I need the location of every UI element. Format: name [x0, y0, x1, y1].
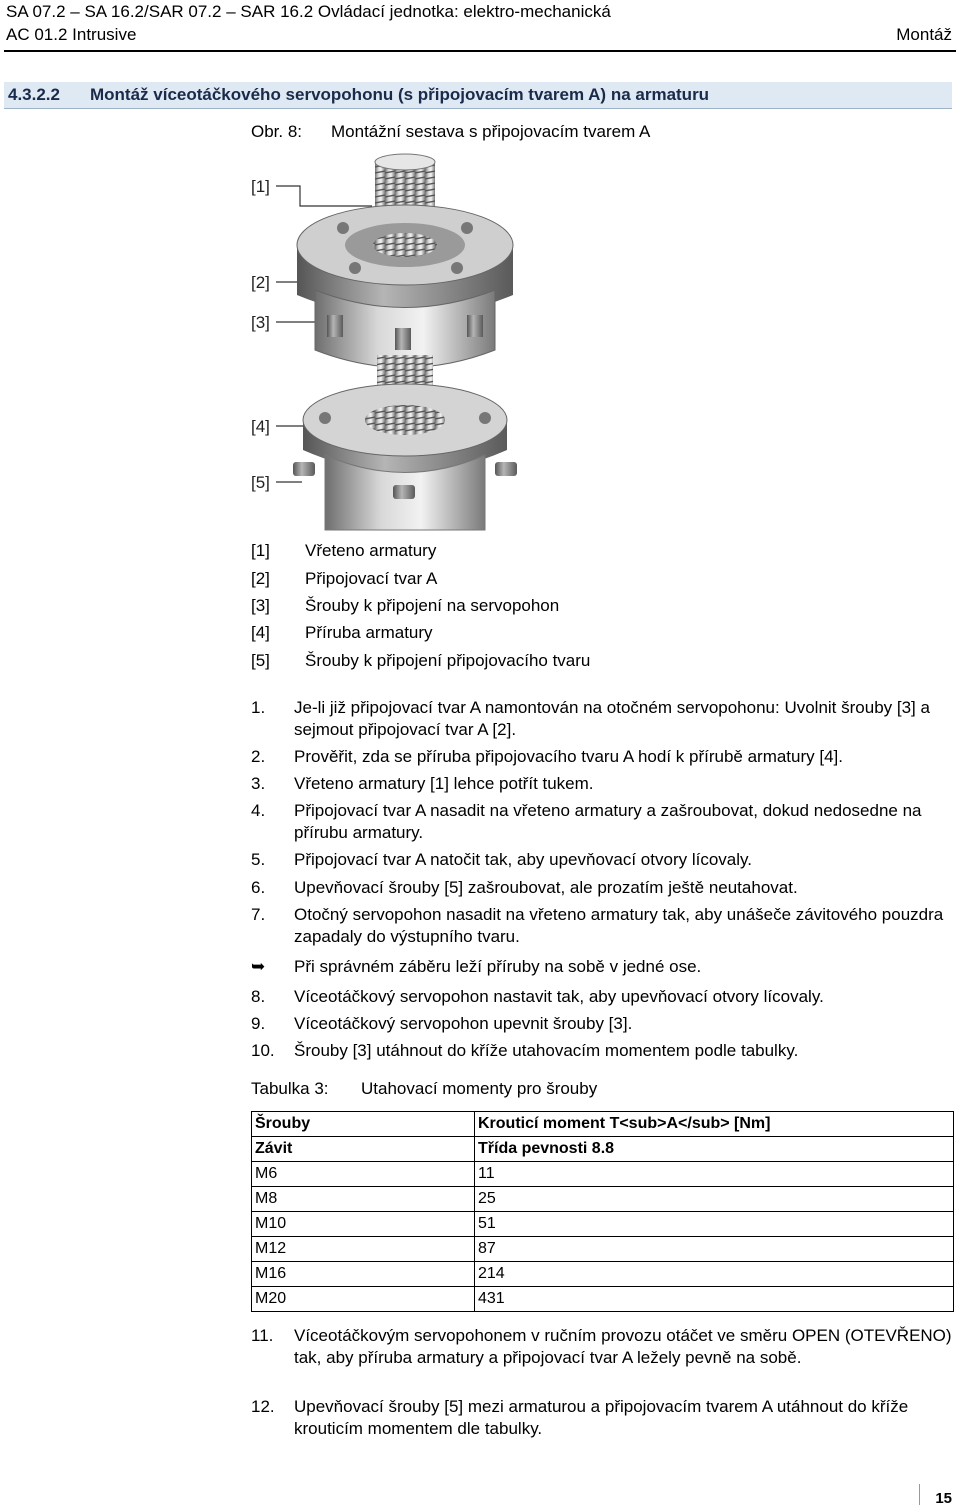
table-row: [252, 1212, 954, 1237]
page-header: [6, 0, 956, 46]
legend-key: [4]: [251, 623, 270, 642]
step-number: 2.: [251, 747, 266, 766]
figure-label: Obr. 8:: [251, 122, 303, 141]
legend-key: [5]: [251, 651, 270, 670]
legend-key: [3]: [251, 596, 270, 615]
table-row: [252, 1237, 954, 1262]
step-number: 7.: [251, 905, 266, 924]
step-text: Víceotáčkový servopohon upevnit šrouby [3].: [294, 1014, 633, 1033]
assembly-illustration: [285, 150, 535, 540]
step-text: Šrouby [3] utáhnout do kříže utahovacím momentem podle tabulky.: [294, 1041, 799, 1060]
table-header-cell: Závit: [252, 1137, 475, 1162]
figure-title: Montážní sestava s připojovacím tvarem A: [331, 122, 651, 141]
table-cell: M6: [252, 1162, 475, 1187]
step-number: 11.: [251, 1326, 274, 1345]
header-subtitle: AC 01.2 Intrusive: [6, 25, 137, 44]
figure-callout-1: [1]: [251, 177, 270, 196]
legend-text: Příruba armatury: [305, 623, 433, 642]
step-text: Víceotáčkovým servopohonem v ručním provozu otáčet ve směru OPEN (OTEVŘENO) tak, aby příruba armatury a připojovací tvar A ležely pevně na sobě.: [294, 1326, 952, 1367]
table-cell: M12: [252, 1237, 475, 1262]
figure-callout-5: [5]: [251, 473, 270, 492]
table-cell: 25: [475, 1187, 954, 1212]
table-header-row: [252, 1112, 954, 1137]
table-row: [252, 1162, 954, 1187]
legend-key: [1]: [251, 541, 270, 560]
header-section: Montáž: [896, 25, 952, 44]
step-number: 5.: [251, 850, 266, 869]
table-caption: [251, 1079, 598, 1099]
step-text: Je-li již připojovací tvar A namontován na otočném servopohonu: Uvolnit šrouby [3] a sejmout připojovací tvar A [2].: [294, 698, 930, 739]
step-number: 8.: [251, 987, 266, 1006]
table-cell: 214: [475, 1262, 954, 1287]
table-subheader-row: [252, 1137, 954, 1162]
step-number: 4.: [251, 801, 266, 820]
step-text: Připojovací tvar A nasadit na vřeteno armatury a zašroubovat, dokud nedosedne na přírubu armatury.: [294, 801, 922, 842]
step-text: Připojovací tvar A natočit tak, aby upevňovací otvory lícovaly.: [294, 850, 752, 869]
header-title: SA 07.2 – SA 16.2/SAR 07.2 – SAR 16.2 Ovládací jednotka: elektro-mechanická: [6, 2, 611, 21]
step-number: 3.: [251, 774, 266, 793]
figure-caption: [251, 122, 651, 142]
step-text: Prověřit, zda se příruba připojovacího tvaru A hodí k přírubě armatury [4].: [294, 747, 843, 766]
table-cell: 87: [475, 1237, 954, 1262]
step-text: Víceotáčkový servopohon nastavit tak, aby upevňovací otvory lícovaly.: [294, 987, 824, 1006]
step-number: 9.: [251, 1014, 266, 1033]
table-cell: M20: [252, 1287, 475, 1312]
table-cell: M8: [252, 1187, 475, 1212]
step-number: 10.: [251, 1041, 275, 1060]
step-number: 6.: [251, 878, 266, 897]
table-header-cell: Krouticí moment T<sub>A</sub> [Nm]: [475, 1112, 954, 1137]
table-row: [252, 1187, 954, 1212]
legend-text: Vřeteno armatury: [305, 541, 437, 560]
result-arrow-icon: ➥: [251, 957, 266, 976]
table-header-cell: Třída pevnosti 8.8: [475, 1137, 954, 1162]
section-number: 4.3.2.2: [8, 85, 60, 104]
table-row: [252, 1287, 954, 1312]
table-cell: 431: [475, 1287, 954, 1312]
table-cell: 11: [475, 1162, 954, 1187]
header-rule: [4, 50, 956, 52]
section-heading: [4, 82, 952, 109]
table-header-cell: Šrouby: [252, 1112, 475, 1137]
table-label: Tabulka 3:: [251, 1079, 329, 1098]
step-number: 12.: [251, 1397, 275, 1416]
step-text: Při správném záběru leží příruby na sobě v jedné ose.: [294, 957, 702, 976]
legend-text: Připojovací tvar A: [305, 569, 438, 588]
table-cell: M16: [252, 1262, 475, 1287]
legend-text: Šrouby k připojení na servopohon: [305, 596, 560, 615]
table-cell: M10: [252, 1212, 475, 1237]
figure-callout-2: [2]: [251, 273, 270, 292]
torque-table: [251, 1111, 954, 1312]
table-title: Utahovací momenty pro šrouby: [361, 1079, 598, 1098]
legend-text: Šrouby k připojení připojovacího tvaru: [305, 651, 591, 670]
table-row: [252, 1262, 954, 1287]
section-title: Montáž víceotáčkového servopohonu (s připojovacím tvarem A) na armaturu: [90, 85, 710, 104]
step-text: Otočný servopohon nasadit na vřeteno armatury tak, aby unášeče závitového pouzdra zapadaly do výstupního tvaru.: [294, 905, 944, 946]
step-number: 1.: [251, 698, 266, 717]
step-text: Vřeteno armatury [1] lehce potřít tukem.: [294, 774, 594, 793]
step-text: Upevňovací šrouby [5] zašroubovat, ale prozatím ještě neutahovat.: [294, 878, 798, 897]
step-text: Upevňovací šrouby [5] mezi armaturou a připojovacím tvarem A utáhnout do kříže krouticím momentem dle tabulky.: [294, 1397, 909, 1438]
figure-callout-3: [3]: [251, 313, 270, 332]
page-number: 15: [935, 1490, 952, 1507]
legend-key: [2]: [251, 569, 270, 588]
figure-callout-4: [4]: [251, 417, 270, 436]
table-cell: 51: [475, 1212, 954, 1237]
